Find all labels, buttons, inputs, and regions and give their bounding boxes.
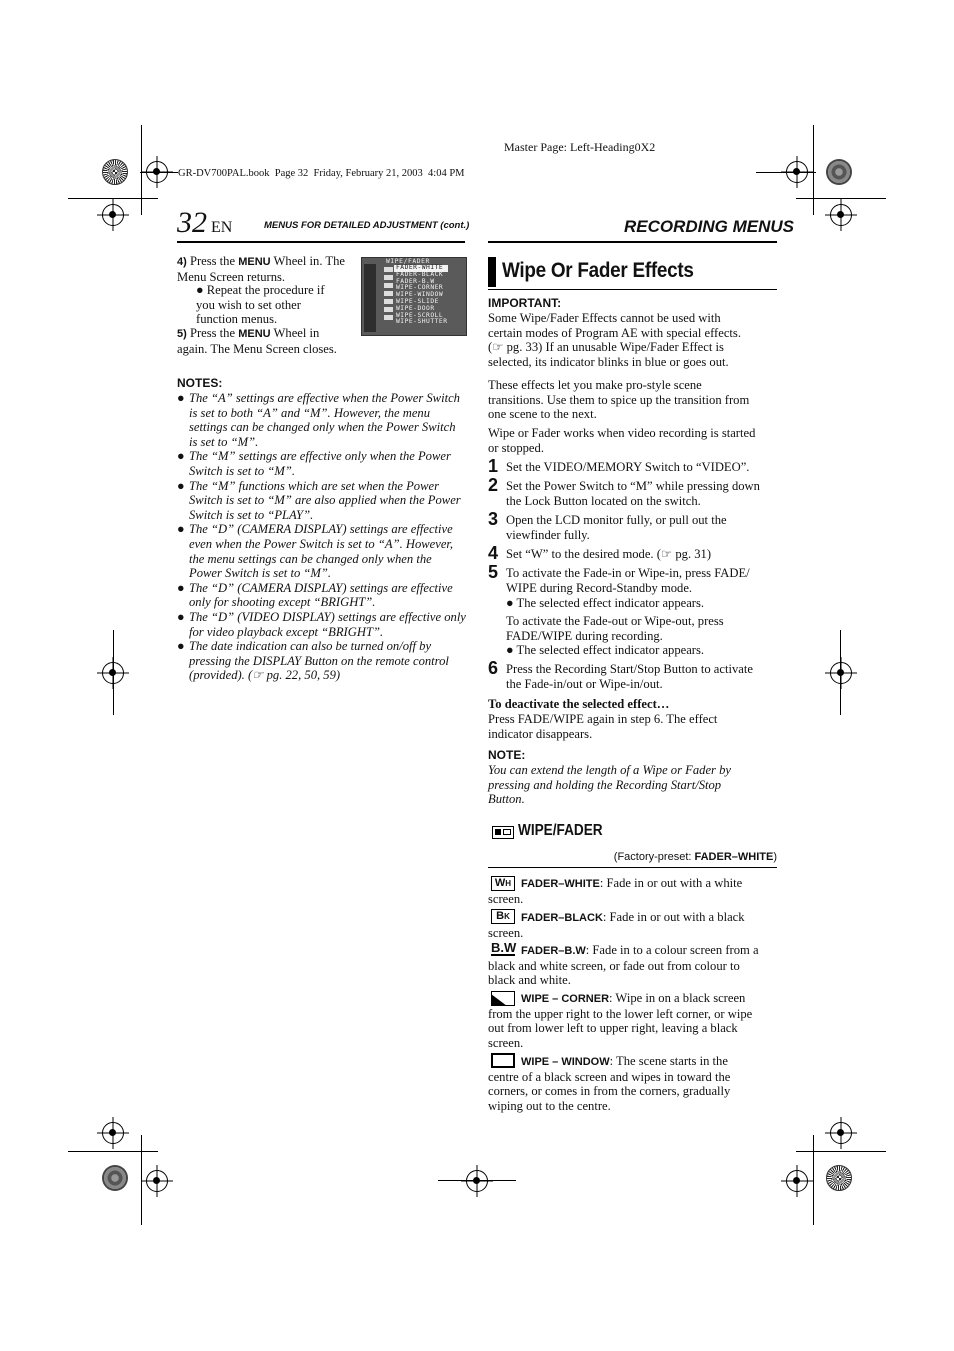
step-5-text bbox=[506, 566, 786, 595]
lcd-item: WIPE-SCROLL bbox=[396, 311, 444, 319]
note-item: ● The “M” functions which are set when the Power Switch is set to “M” are also applied when the Power Switch is set to “PLAY”. bbox=[177, 478, 461, 522]
effect-desc: wiping out to the centre. bbox=[488, 1098, 611, 1113]
effect-wipe-window bbox=[488, 1054, 780, 1113]
lcd-item: WIPE-DOOR bbox=[396, 304, 435, 312]
wipe-fader-icon bbox=[492, 826, 514, 839]
step-line: viewfinder fully. bbox=[506, 527, 590, 542]
note-item: ● The “D” (CAMERA DISPLAY) settings are effective only for shooting except “BRIGHT”. bbox=[177, 580, 453, 610]
intro-line: transitions. Use them to spice up the transition from bbox=[488, 392, 750, 407]
effect-desc: centre of a black screen and wipes in toward the bbox=[488, 1069, 731, 1084]
effect-desc: from the upper right to the lower left corner, or wipe bbox=[488, 1006, 753, 1021]
left-step-5 bbox=[177, 326, 345, 356]
effect-wipe-corner bbox=[488, 991, 780, 1050]
intro-paragraph-2 bbox=[488, 426, 783, 455]
step-number: 5) bbox=[177, 328, 187, 340]
notes-list bbox=[177, 391, 467, 683]
effect-desc: black and white screen, or fade out from colour to bbox=[488, 958, 740, 973]
note-item: ● The “M” settings are effective only when the Power Switch is set to “M”. bbox=[177, 449, 451, 478]
header-rule-right bbox=[488, 241, 777, 243]
effect-fader-white bbox=[488, 876, 780, 906]
effect-name: WIPE – CORNER bbox=[521, 993, 610, 1005]
note-text bbox=[488, 763, 783, 807]
gray-target-icon bbox=[102, 1165, 128, 1191]
step-line: Press the Recording Start/Stop Button to activate bbox=[506, 662, 753, 676]
note-item: ● The “D” (VIDEO DISPLAY) settings are effective only for video playback except “BRIGHT”. bbox=[177, 609, 466, 639]
step-line: To activate the Fade-in or Wipe-in, press FADE/ bbox=[506, 566, 750, 580]
effect-desc: screen. bbox=[488, 925, 524, 940]
title-rule bbox=[488, 289, 777, 290]
effect-desc: : Fade in or out with a black bbox=[602, 910, 745, 924]
fader-bw-icon: B.W bbox=[491, 940, 517, 955]
step-number-6: 6 bbox=[488, 658, 499, 678]
page-number bbox=[177, 206, 232, 240]
step-number: 4) bbox=[177, 256, 187, 268]
lcd-item: WIPE-SHUTTER bbox=[396, 318, 448, 326]
lcd-side-icons bbox=[364, 264, 376, 332]
intro-line: Wipe or Fader works when video recording is started bbox=[488, 426, 756, 440]
lcd-menu-icon bbox=[384, 283, 393, 288]
lcd-menu-icon bbox=[384, 275, 393, 280]
page-language: EN bbox=[211, 219, 233, 236]
step-6-text bbox=[506, 662, 786, 691]
step-line: Set the Power Switch to “M” while pressing down bbox=[506, 479, 760, 493]
effect-desc: : Fade in or out with a white bbox=[599, 876, 743, 890]
step-text-pre: Press the bbox=[189, 326, 239, 340]
effect-name: FADER–B.W bbox=[521, 945, 586, 957]
bullet-dot: ● bbox=[506, 596, 514, 610]
step-number-1: 1 bbox=[488, 456, 499, 476]
important-line: certain modes of Program AE with special effects. bbox=[488, 325, 741, 340]
step-number-3: 3 bbox=[488, 509, 499, 529]
step-5-sub bbox=[506, 614, 786, 643]
step-line: To activate the Fade-out or Wipe-out, press bbox=[506, 614, 724, 628]
wipe-fader-heading: WIPE/FADER bbox=[518, 822, 603, 839]
note-line: Button. bbox=[488, 792, 525, 807]
factory-preset bbox=[614, 849, 777, 864]
step-text-post: Wheel in. The Menu Screen returns. bbox=[177, 254, 345, 284]
effect-name: WIPE – WINDOW bbox=[521, 1056, 610, 1068]
step-text-pre: Press the bbox=[189, 254, 239, 268]
master-page-label: Master Page: Left-Heading0X2 bbox=[504, 140, 656, 154]
step-1-text bbox=[506, 460, 786, 475]
step-5-bullet-2 bbox=[506, 643, 786, 658]
effect-fader-black bbox=[488, 910, 780, 940]
factory-preset-label: (Factory-preset: bbox=[613, 851, 695, 863]
effect-name: FADER–WHITE bbox=[521, 878, 600, 890]
lcd-menu-screen bbox=[361, 257, 467, 336]
step-number-4: 4 bbox=[488, 543, 499, 563]
bullet-text: The selected effect indicator appears. bbox=[516, 596, 705, 610]
intro-line: one scene to the next. bbox=[488, 407, 597, 422]
registration-mark-icon bbox=[102, 662, 124, 684]
page-number-value: 32 bbox=[177, 206, 207, 239]
step-4-text bbox=[506, 547, 786, 562]
step-bold: MENU bbox=[238, 256, 271, 268]
deactivate-line: Press FADE/WIPE again in step 6. The effect bbox=[488, 712, 718, 726]
important-text bbox=[488, 311, 783, 369]
step-line: Set the VIDEO/MEMORY Switch to “VIDEO”. bbox=[506, 460, 750, 474]
effect-fader-bw bbox=[488, 940, 780, 988]
effect-desc: black and white. bbox=[488, 973, 571, 988]
registration-mark-icon bbox=[146, 161, 168, 183]
step-number-2: 2 bbox=[488, 475, 499, 495]
important-title: IMPORTANT: bbox=[488, 296, 562, 310]
lcd-menu-icon bbox=[384, 307, 393, 312]
deactivate-line: indicator disappears. bbox=[488, 726, 593, 741]
left-step-4 bbox=[177, 254, 345, 284]
step-2-text bbox=[506, 479, 786, 508]
intro-paragraph-1 bbox=[488, 378, 783, 422]
note-item: ● The date indication can also be turned on/off by pressing the DISPLAY Button on the remote control (provided). (☞ pg. 22, 50, 59) bbox=[177, 639, 449, 683]
registration-mark-icon bbox=[830, 1122, 852, 1144]
note-text: The “M” settings are effective only when the Power Switch is set to “M”. bbox=[189, 449, 451, 478]
title-bar-accent bbox=[488, 257, 496, 287]
registration-mark-icon bbox=[146, 1170, 168, 1192]
lcd-item: WIPE-SLIDE bbox=[396, 297, 439, 305]
note-line: pressing and holding the Recording Start/Stop bbox=[488, 777, 722, 792]
note-title: NOTE: bbox=[488, 748, 526, 762]
registration-mark-icon bbox=[466, 1170, 488, 1192]
lcd-item-list bbox=[396, 265, 448, 326]
running-header-right: RECORDING MENUS bbox=[624, 217, 795, 236]
lcd-item: FADER-B.W bbox=[396, 277, 435, 285]
notes-title: NOTES: bbox=[177, 376, 223, 390]
section-rule bbox=[488, 867, 777, 868]
registration-mark-icon bbox=[786, 161, 808, 183]
step-line: Open the LCD monitor fully, or pull out the bbox=[506, 513, 727, 527]
color-target-icon bbox=[102, 159, 128, 185]
step-text-post: Wheel in again. The Menu Screen closes. bbox=[177, 326, 337, 356]
important-line: selected, its indicator blinks in blue or goes out. bbox=[488, 354, 729, 369]
step-line: the Fade-in/out or Wipe-in/out. bbox=[506, 676, 663, 691]
important-line: (☞ pg. 33) If an unusable Wipe/Fader Effect is bbox=[488, 340, 724, 355]
note-text: The “D” (CAMERA DISPLAY) settings are effective only for shooting except “BRIGHT”. bbox=[189, 580, 453, 610]
registration-mark-icon bbox=[830, 662, 852, 684]
note-line: You can extend the length of a Wipe or Fader by bbox=[488, 763, 731, 777]
left-step-4-bullet bbox=[196, 283, 346, 327]
important-line: Some Wipe/Fader Effects cannot be used with bbox=[488, 311, 721, 325]
effect-desc: : The scene starts in the bbox=[609, 1054, 728, 1068]
factory-preset-value: FADER–WHITE bbox=[694, 851, 774, 863]
effect-desc: screen. bbox=[488, 1035, 524, 1050]
note-text: The “D” (CAMERA DISPLAY) settings are effective even when the Power Switch is set to “A”. However, the menu settings can be changed only when the Power Switch is set to “M”. bbox=[189, 522, 454, 581]
step-line: the Lock Button located on the switch. bbox=[506, 493, 701, 508]
effect-desc: : Fade in to a colour screen from a bbox=[585, 943, 759, 957]
note-item: ● The “A” settings are effective when the Power Switch is set to both “A” and “M”. However, the menu settings can be changed only when the Power Switch is set to “M”. bbox=[177, 391, 460, 449]
fader-black-icon: BK bbox=[491, 909, 515, 924]
lcd-item: WIPE-WINDOW bbox=[396, 291, 444, 299]
registration-mark-icon bbox=[830, 204, 852, 226]
lcd-menu-icon bbox=[384, 291, 393, 296]
color-target-icon bbox=[826, 1165, 852, 1191]
header-rule-left bbox=[177, 241, 465, 243]
lcd-menu-icon bbox=[384, 299, 393, 304]
note-item: ● The “D” (CAMERA DISPLAY) settings are effective even when the Power Switch is set to “A”. However, the menu settings can be changed only when the Power Switch is set to “M”. bbox=[177, 522, 454, 581]
note-text: The “M” functions which are set when the Power Switch is set to “M” are also applied when the Power Switch is set to “PLAY”. bbox=[189, 478, 461, 522]
factory-preset-close: ) bbox=[773, 851, 777, 863]
effect-name: FADER–BLACK bbox=[521, 912, 603, 924]
running-header-left: MENUS FOR DETAILED ADJUSTMENT (cont.) bbox=[264, 220, 470, 231]
section-title: Wipe Or Fader Effects bbox=[502, 259, 694, 282]
note-text: The date indication can also be turned on/off by pressing the DISPLAY Button on the remote control (provided). (☞ pg. 22, 50, 59) bbox=[189, 639, 449, 683]
step-3-text bbox=[506, 513, 786, 542]
step-line: FADE/WIPE during recording. bbox=[506, 628, 663, 643]
registration-mark-icon bbox=[102, 204, 124, 226]
deactivate-text bbox=[488, 712, 783, 741]
effect-desc: screen. bbox=[488, 891, 524, 906]
step-line: WIPE during Record-Standby mode. bbox=[506, 580, 693, 595]
bullet-text: The selected effect indicator appears. bbox=[516, 643, 705, 657]
lcd-menu-icon bbox=[384, 267, 393, 272]
registration-mark-icon bbox=[786, 1170, 808, 1192]
file-info: GR-DV700PAL.book Page 32 Friday, February 21, 2003 4:04 PM bbox=[178, 168, 465, 179]
effect-desc: corners, or comes in from the corners, gradually bbox=[488, 1084, 731, 1099]
fader-white-icon: WH bbox=[491, 876, 515, 891]
gray-target-icon bbox=[826, 159, 852, 185]
deactivate-title: To deactivate the selected effect… bbox=[488, 697, 670, 711]
bullet-dot: ● bbox=[506, 643, 514, 657]
effect-desc: : Wipe in on a black screen bbox=[609, 991, 746, 1005]
step-number-5: 5 bbox=[488, 562, 499, 582]
effect-desc: out from lower left to upper right, leaving a black bbox=[488, 1021, 738, 1036]
step-bold: MENU bbox=[238, 328, 271, 340]
lcd-header: WIPE/FADER bbox=[386, 258, 430, 265]
bullet-dot: ● bbox=[196, 283, 204, 297]
step-line: Set “W” to the desired mode. (☞ pg. 31) bbox=[506, 547, 712, 561]
note-text: The “D” (VIDEO DISPLAY) settings are effective only for video playback except “BRIGHT”. bbox=[189, 609, 466, 639]
bullet-text: Repeat the procedure if you wish to set other function menus. bbox=[196, 283, 325, 327]
lcd-menu-icon bbox=[384, 315, 393, 320]
intro-line: or stopped. bbox=[488, 440, 544, 455]
registration-mark-icon bbox=[102, 1122, 124, 1144]
note-text: The “A” settings are effective when the Power Switch is set to both “A” and “M”. However, the menu settings can be changed only when the Power Switch is set to “M”. bbox=[189, 391, 460, 449]
intro-line: These effects let you make pro-style scene bbox=[488, 378, 702, 392]
lcd-item-selected: FADER-WHITE bbox=[394, 265, 448, 272]
lcd-item: FADER-BLACK bbox=[396, 270, 444, 278]
lcd-item: WIPE-CORNER bbox=[396, 284, 444, 292]
step-5-bullet-1 bbox=[506, 596, 786, 611]
